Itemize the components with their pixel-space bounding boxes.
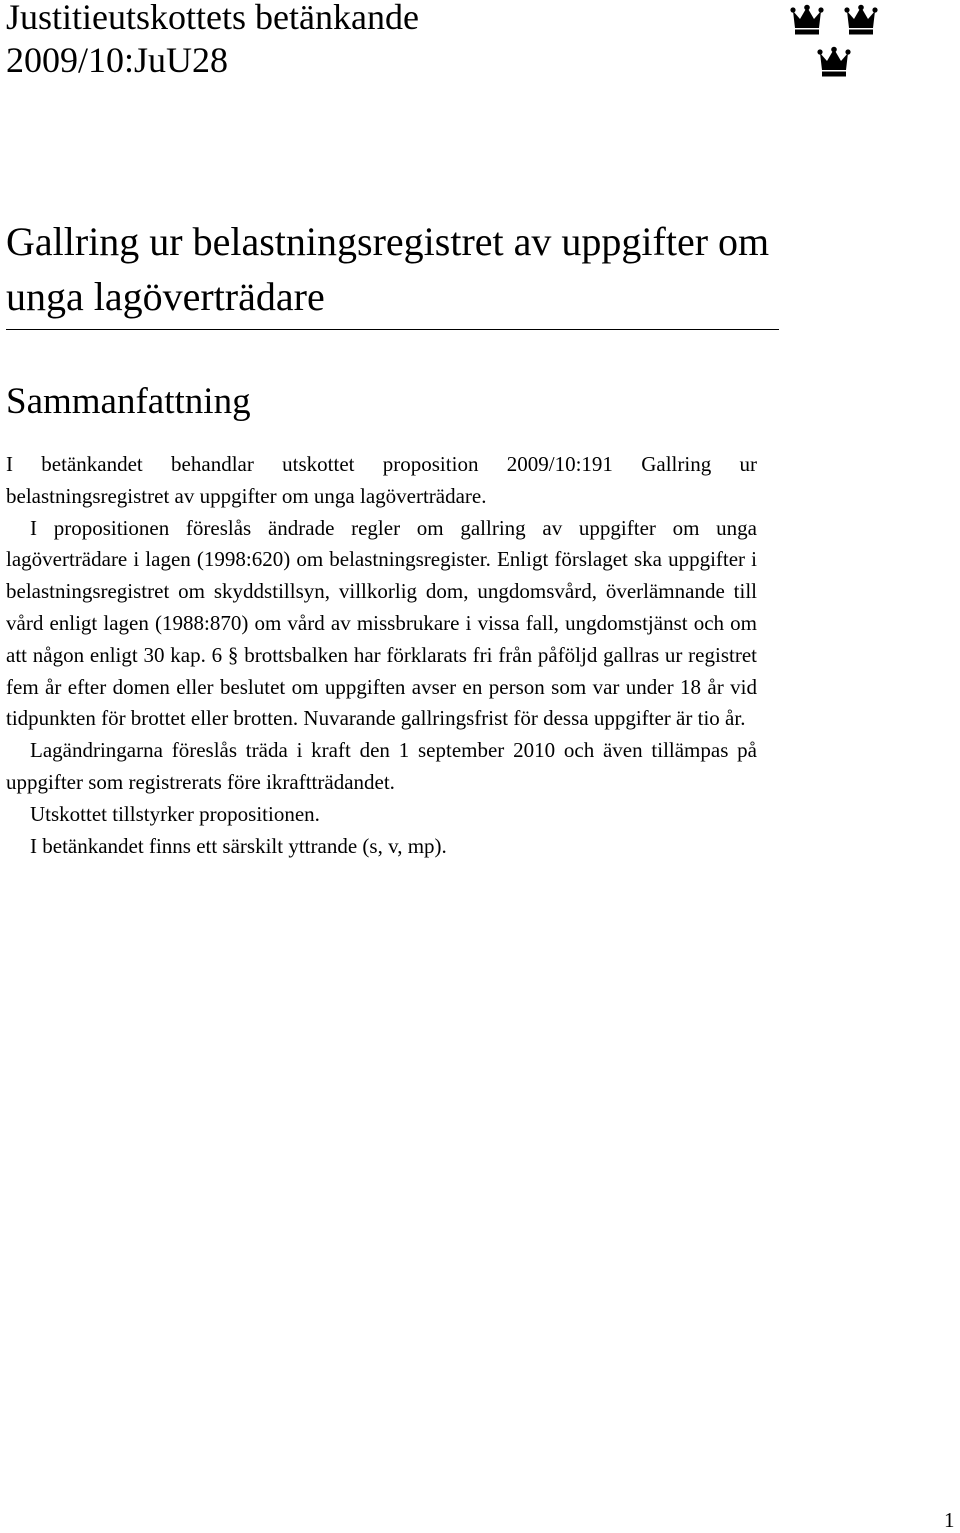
summary-paragraph: I betänkandet finns ett särskilt yttrande (s, v, mp). [30,833,447,858]
report-title: Gallring ur belastningsregistret av uppgifter om unga lagöverträdare [6,219,770,319]
report-id: 2009/10:JuU28 [6,40,229,80]
summary-paragraph: I betänkandet behandlar utskottet proposition 2009/10:191 Gallring ur belastningsregistret av uppgifter om unga lagöverträdare. [6,452,757,508]
summary-paragraph: I propositionen föreslås ändrade regler om gallring av uppgifter om unga lagöverträdare i lagen (1998:620) om belastningsregister. Enligt förslaget ska uppgifter i belastningsregistret om skyddstillsyn, villkorlig dom, ungdomsvård, överlämnande till vård enligt lagen (1988:870) om vård av missbrukare i vissa fall, ungdomstjänst och om att någon enligt 30 kap. 6 § brottsbalken har förklarats fri från påföljd gallras ur registret fem år efter domen eller beslutet om uppgiften avser en person som var under 18 år vid tidpunkten för brottet eller brotten. Nuvarande gallringsfrist för dessa uppgifter är tio år. [6,515,757,731]
summary-paragraph: Utskottet tillstyrker propositionen. [30,801,320,826]
summary-body [6,449,757,862]
page-number: 1 [944,1508,955,1532]
section-heading: Sammanfattning [6,381,251,422]
summary-paragraph: Lagändringarna föreslås träda i kraft den 1 september 2010 och även tillämpas på uppgifter som registrerats före ikraftträdandet. [6,738,757,794]
committee-name: Justitieutskottets betänkande [6,0,419,37]
three-crowns-icon [786,0,894,84]
document-header [6,0,419,82]
title-divider [6,329,779,330]
